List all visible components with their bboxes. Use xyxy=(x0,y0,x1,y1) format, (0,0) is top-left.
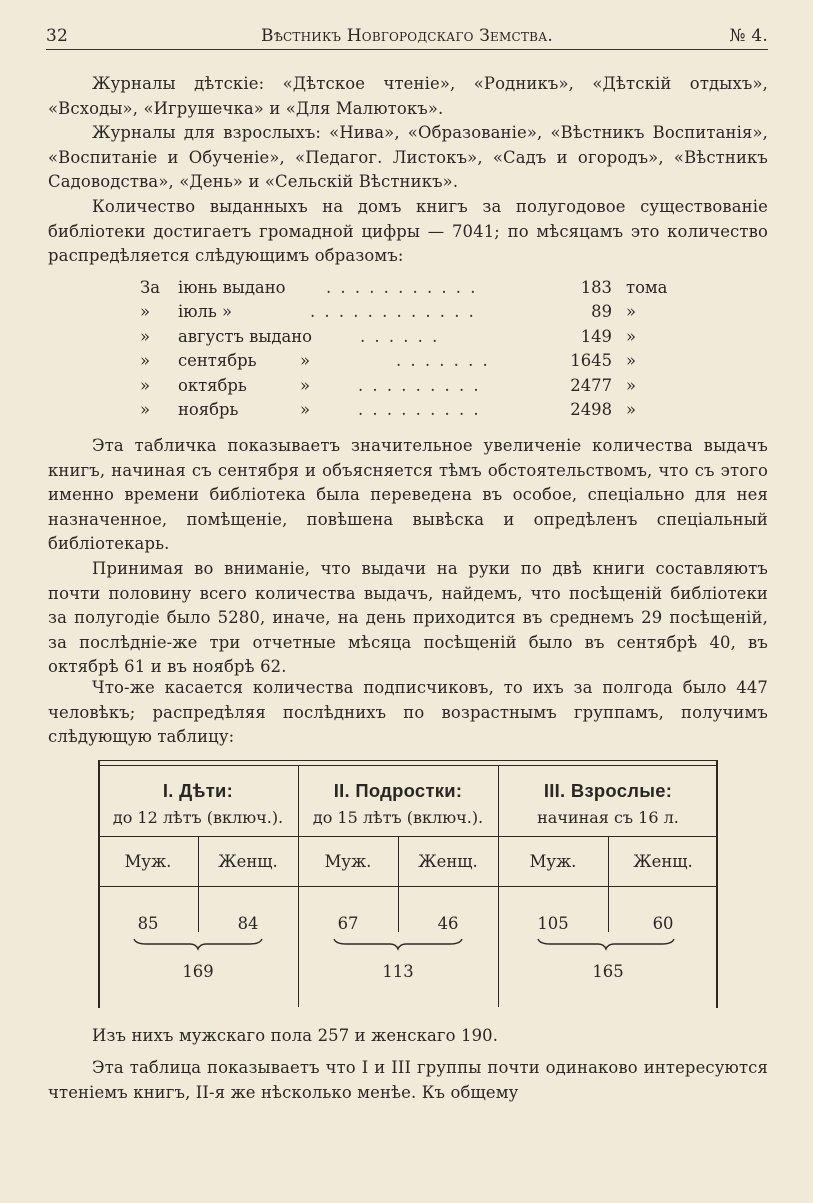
subheader-male: Муж. xyxy=(124,852,172,871)
subheader-female: Женщ. xyxy=(218,852,278,871)
leader-dots: . . . . . . . . . xyxy=(358,399,481,419)
leader-dots: . . . . . . . xyxy=(396,351,490,371)
leader-dots: . . . . . . . . . xyxy=(358,375,481,395)
paragraph-books-issued: Количество выданныхъ на домъ книгъ за полугодовое существованіе библіотеки достигаетъ громадной цифры — 7041; по мѣсяцамъ это количество распредѣляется слѣдующимъ образомъ: xyxy=(48,197,768,266)
paragraph-adult-journals: Журналы для взрослыхъ: «Нива», «Образованіе», «Вѣстникъ Воспитанія», «Воспитаніе и Обученіе», «Педагог. Листокъ», «Садъ и огородъ», «Вѣстникъ Садоводства», «День» и «Сельскій Вѣстникъ». xyxy=(48,123,768,192)
leader-dots: . . . . . . . . . . . xyxy=(326,278,478,297)
group-header-children: I. Дѣти: до 12 лѣтъ (включ.). xyxy=(112,780,284,827)
header-rule xyxy=(46,49,768,50)
journal-title: Вѣстникъ Новгородскаго Земства. xyxy=(261,26,553,46)
value-adults-male: 105 xyxy=(537,914,569,933)
monthly-row: » іюль » . . . . . . . . . . . . 89 » xyxy=(140,302,700,326)
monthly-row: » ноябрь » . . . . . . . . . 2498 » xyxy=(140,400,700,424)
brace-children xyxy=(132,937,264,951)
total-adolescents: 113 xyxy=(382,962,414,981)
leader-dots: . . . . . . . . . . . . xyxy=(310,302,476,322)
subscribers-table xyxy=(98,760,718,1010)
group-header-adolescents: II. Подростки: до 15 лѣтъ (включ.). xyxy=(312,780,484,827)
paragraph-visits: Принимая во вниманіе, что выдачи на руки по двѣ книги составляютъ почти половину всего количества выдачъ, найдемъ, что посѣщеній библіотеки за полугодіе было 5280, иначе, на день приходится въ среднемъ 29 посѣщеній, за послѣдніе-же три отчетные мѣсяца посѣщеній было въ сентябрѣ 40, въ октябрѣ 61 и въ ноябрѣ 62. xyxy=(48,559,768,677)
total-children: 169 xyxy=(182,962,214,981)
value-adolescents-female: 46 xyxy=(437,914,459,933)
running-header xyxy=(46,22,768,50)
monthly-row: » сентябрь » . . . . . . . 1645 » xyxy=(140,351,700,375)
page-number: 32 xyxy=(46,26,69,46)
issue-number: № 4. xyxy=(729,26,768,46)
monthly-row: » августъ выдано . . . . . . 149 » xyxy=(140,327,700,351)
group-header-adults: III. Взрослые: начиная съ 16 л. xyxy=(537,780,679,827)
brace-adults xyxy=(536,937,676,951)
paragraph-subscribers: Что-же касается количества подписчиковъ, то ихъ за полгода было 447 человѣкъ; распредѣляя послѣднихъ по возрастнымъ группамъ, получимъ слѣдующую таблицу: xyxy=(48,678,768,747)
paragraph-gender-totals: Изъ нихъ мужскаго пола 257 и женскаго 190. xyxy=(92,1026,499,1045)
paragraph-childrens-journals: Журналы дѣтскіе: «Дѣтское чтеніе», «Родникъ», «Дѣтскій отдыхъ», «Всходы», «Игрушечка» и «Для Малютокъ». xyxy=(48,74,768,118)
value-children-male: 85 xyxy=(137,914,159,933)
monthly-row: За іюнь выдано . . . . . . . . . . . 183 тома xyxy=(140,278,700,302)
paragraph-conclusion: Эта таблица показываетъ что I и III группы почти одинаково интересуются чтеніемъ книгъ, II-я же нѣсколько менѣе. Къ общему xyxy=(48,1058,768,1102)
value-adolescents-male: 67 xyxy=(337,914,359,933)
monthly-issue-list xyxy=(140,278,700,424)
paragraph-increase-explanation: Эта табличка показываетъ значительное увеличеніе количества выдачъ книгъ, начиная съ сентября и объясняется тѣмъ обстоятельствомъ, что съ этого именно времени библіотека была переведена въ особое, спеціально для нея назначенное, помѣщеніе, повѣшена вывѣска и опредѣленъ спеціальный библіотекарь. xyxy=(48,436,768,554)
subheader-female: Женщ. xyxy=(418,852,478,871)
subheader-male: Муж. xyxy=(529,852,577,871)
subheader-male: Муж. xyxy=(324,852,372,871)
total-adults: 165 xyxy=(592,962,624,981)
monthly-row: » октябрь » . . . . . . . . . 2477 » xyxy=(140,376,700,400)
subheader-female: Женщ. xyxy=(633,852,693,871)
value-children-female: 84 xyxy=(237,914,259,933)
brace-adolescents xyxy=(332,937,464,951)
value-adults-female: 60 xyxy=(652,914,674,933)
leader-dots: . . . . . . xyxy=(360,326,440,346)
